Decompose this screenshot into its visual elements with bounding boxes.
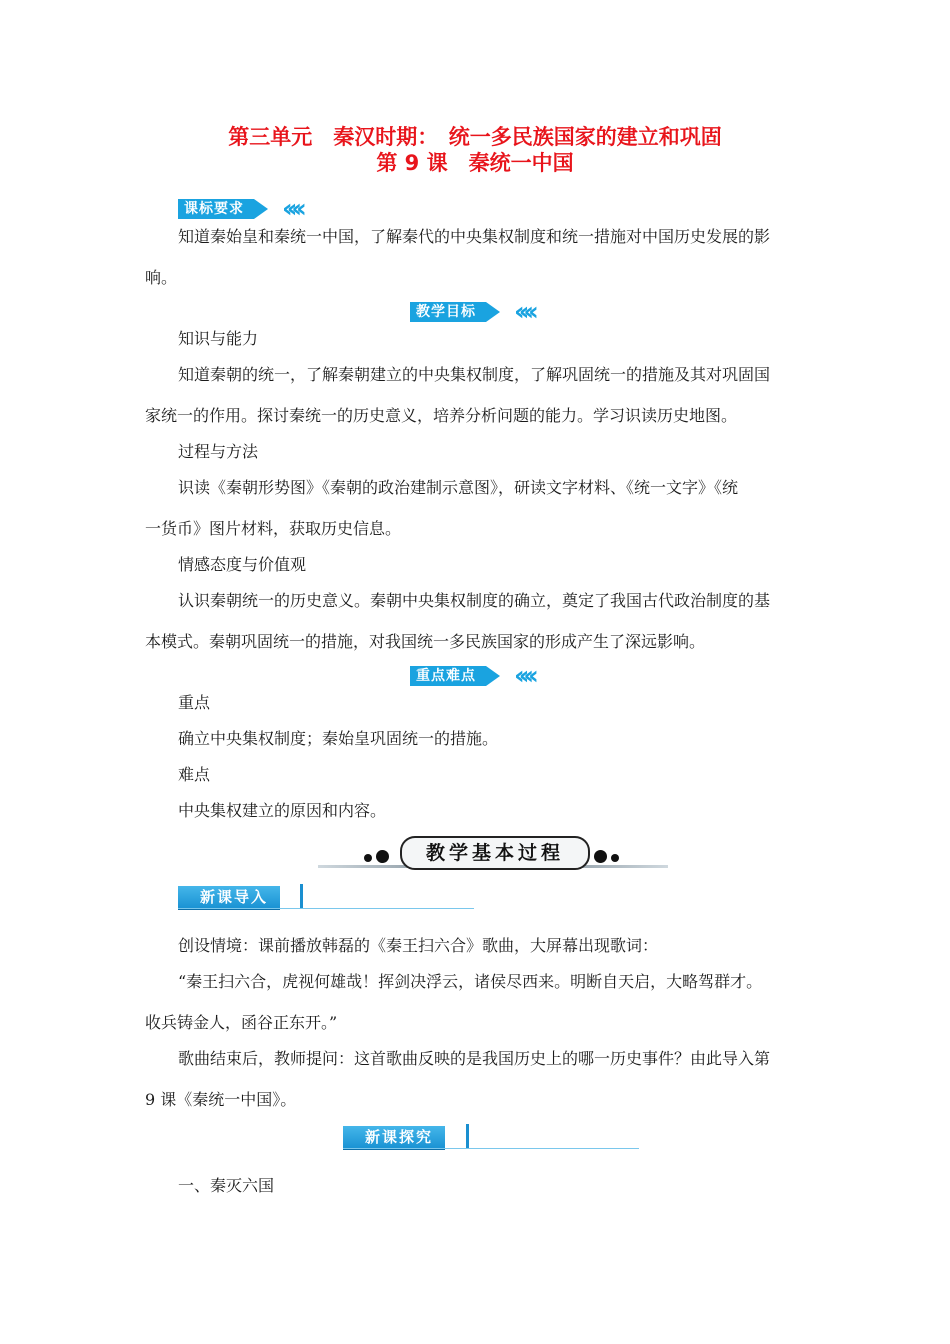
paragraph: 认识秦朝统一的历史意义。秦朝中央集权制度的确立，奠定了我国古代政治制度的基 bbox=[178, 591, 771, 610]
chevrons-icon: ‹‹‹‹ bbox=[514, 661, 533, 691]
section-heading: 一、秦灭六国 bbox=[178, 1176, 275, 1195]
banner-title: 教学基本过程 bbox=[400, 836, 590, 870]
subheading: 难点 bbox=[178, 765, 211, 784]
paragraph: 本模式。秦朝巩固统一的措施，对我国统一多民族国家的形成产生了深远影响。 bbox=[145, 632, 706, 651]
bar-rule bbox=[178, 908, 474, 909]
bar-explore: 新课探究 bbox=[343, 1126, 445, 1150]
paragraph: 收兵铸金人，函谷正东开。” bbox=[145, 1013, 338, 1032]
subheading: 知识与能力 bbox=[178, 329, 259, 348]
badge-keypoints: 重点难点 bbox=[410, 666, 486, 686]
paragraph: 识读《秦朝形势图》《秦朝的政治建制示意图》，研读文字材料、《统一文字》《统 bbox=[178, 478, 739, 497]
subheading: 重点 bbox=[178, 693, 211, 712]
badge-curriculum: 课标要求 bbox=[178, 199, 254, 219]
paragraph: “秦王扫六合，虎视何雄哉！挥剑决浮云，诸侯尽西来。明断自天启，大略驾群才。 bbox=[178, 972, 763, 991]
bar-rule bbox=[343, 1148, 639, 1149]
bar-intro: 新课导入 bbox=[178, 886, 280, 910]
paragraph: 响。 bbox=[145, 268, 178, 287]
paragraph: 知道秦朝的统一，了解秦朝建立的中央集权制度，了解巩固统一的措施及其对巩固国 bbox=[178, 365, 771, 384]
chevrons-icon: ‹‹‹‹ bbox=[282, 194, 301, 224]
subheading: 过程与方法 bbox=[178, 442, 259, 461]
dot-icon bbox=[594, 850, 607, 863]
process-banner bbox=[318, 836, 668, 870]
dot-icon bbox=[364, 854, 372, 862]
paragraph: 歌曲结束后，教师提问：这首歌曲反映的是我国历史上的哪一历史事件？由此导入第 bbox=[178, 1049, 771, 1068]
paragraph: 家统一的作用。探讨秦统一的历史意义，培养分析问题的能力。学习识读历史地图。 bbox=[145, 406, 738, 425]
dot-icon bbox=[376, 850, 389, 863]
paragraph: 确立中央集权制度；秦始皇巩固统一的措施。 bbox=[178, 729, 499, 748]
chevrons-icon: ‹‹‹‹ bbox=[514, 297, 533, 327]
paragraph: 中央集权建立的原因和内容。 bbox=[178, 801, 387, 820]
dot-icon bbox=[611, 854, 619, 862]
subheading: 情感态度与价值观 bbox=[178, 555, 307, 574]
paragraph: 9 课《秦统一中国》。 bbox=[145, 1090, 297, 1109]
paragraph: 一货币》图片材料，获取历史信息。 bbox=[145, 519, 402, 538]
bar-divider bbox=[466, 1124, 469, 1148]
bar-divider bbox=[300, 884, 303, 908]
lesson-title: 第 9 课 秦统一中国 bbox=[376, 151, 574, 175]
badge-goals: 教学目标 bbox=[410, 302, 486, 322]
paragraph: 知道秦始皇和秦统一中国，了解秦代的中央集权制度和统一措施对中国历史发展的影 bbox=[178, 227, 771, 246]
unit-title: 第三单元 秦汉时期： 统一多民族国家的建立和巩固 bbox=[228, 125, 722, 149]
paragraph: 创设情境：课前播放韩磊的《秦王扫六合》歌曲，大屏幕出现歌词： bbox=[178, 936, 659, 955]
